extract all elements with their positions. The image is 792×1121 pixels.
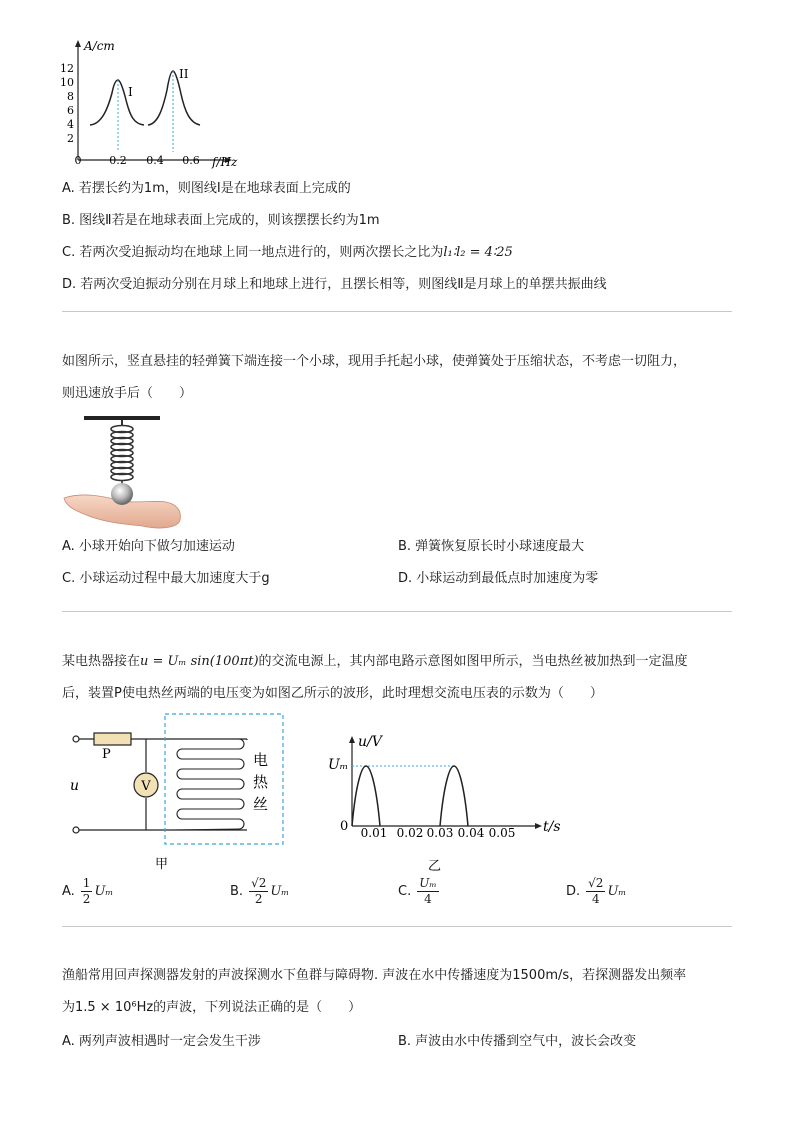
q2-option-b: B. 弹簧恢复原长时小球速度最大 [398,539,585,554]
q3-stem-formula: u = Uₘ sin(100πt) [140,654,259,669]
x-tick: 0.2 [109,154,127,167]
heater-label: 丝 [253,795,269,813]
x-axis-label: t/s [543,819,561,835]
voltage-waveform [326,732,576,872]
divider [62,311,732,312]
divider [62,611,732,612]
x-tick: 0.4 [146,154,164,167]
frac-den: 2 [254,891,263,906]
q3-stem-line2: 后，装置P使电热丝两端的电压变为如图乙所示的波形，此时理想交流电压表的示数为（ ） [62,686,603,701]
circuit-diagram [62,710,292,870]
q1-option-d: D. 若两次受迫振动分别在月球上和地球上进行，且摆长相等，则图线Ⅱ是月球上的单摆共振曲线 [62,277,607,292]
q4-option-a: A. 两列声波相遇时一定会发生干涉 [62,1034,261,1049]
um-symbol: Uₘ [94,883,114,899]
option-letter: A. [62,883,75,899]
frac-num: Uₘ [419,875,437,890]
spring-hand-figure [62,412,184,532]
um-label: Uₘ [328,757,349,773]
y-axis-label: u/V [358,734,382,750]
caption-yi: 乙 [428,859,442,872]
option-letter: C. [398,883,412,899]
q2-option-d: D. 小球运动到最低点时加速度为零 [398,571,599,586]
option-letter: B. [230,883,244,899]
resonance-curve-chart [60,38,250,170]
q3-stem-prefix: 某电热器接在 [62,654,141,669]
divider [62,926,732,927]
q3-option-a [62,873,113,909]
x-tick: 0.02 [396,826,424,840]
device-p [94,733,131,745]
frac-den: 4 [591,891,600,906]
x-tick: 0.03 [426,826,454,840]
q2-option-a: A. 小球开始向下做匀加速运动 [62,539,235,554]
q4-stem-line2: 为1.5 × 10⁶Hz的声波，下列说法正确的是（ ） [62,1000,362,1015]
heater-label: 电 [253,751,269,769]
x-tick: 0.6 [182,154,200,167]
curve-I-label: I [128,85,133,99]
origin-label: 0 [340,819,349,834]
x-tick: 0.05 [488,826,516,840]
frac-num: √2 [588,875,604,890]
um-symbol: Uₘ [270,883,290,899]
q3-option-c [398,873,439,909]
half-wave-1 [352,766,380,826]
q2-stem-line1: 如图所示，竖直悬挂的轻弹簧下端连接一个小球，现用手托起小球，使弹簧处于压缩状态，不考虑一切阻力， [62,354,687,369]
voltmeter-label: V [141,779,151,794]
um-symbol: Uₘ [607,883,627,899]
p-label: P [102,747,111,762]
y-tick: 10 [60,76,74,89]
frac-num: 1 [82,875,91,890]
x-tick: 0 [74,154,82,167]
q1-option-c-text: C. 若两次受迫振动均在地球上同一地点进行的，则两次摆长之比为 [62,245,444,260]
q1-option-a: A. 若摆长约为1m，则图线Ⅰ是在地球表面上完成的 [62,181,351,196]
curve-II-label: II [179,67,189,81]
q1-option-c-ratio: l₁∶l₂ = 4∶25 [443,245,513,260]
y-tick: 2 [67,132,74,145]
frac-den: 2 [82,891,91,906]
heating-wire [172,739,244,830]
curve-I [90,80,144,125]
y-axis-label: A/cm [84,39,115,53]
q1-option-c [62,244,513,262]
x-tick: 0.01 [360,826,388,840]
u-label: u [70,778,80,794]
q2-stem-line2: 则迅速放手后（ ） [62,386,193,401]
q3-option-d [566,873,626,909]
q3-stem-line1 [62,653,688,671]
frac-den: 4 [424,891,432,906]
q4-option-b: B. 声波由水中传播到空气中，波长会改变 [398,1034,637,1049]
q1-option-b: B. 图线Ⅱ若是在地球表面上完成的，则该摆摆长约为1m [62,213,380,228]
curve-II [148,71,200,125]
frac-num: √2 [251,875,267,890]
q2-option-c: C. 小球运动过程中最大加速度大于g [62,571,270,586]
q4-stem-line1: 渔船常用回声探测器发射的声波探测水下鱼群与障碍物. 声波在水中传播速度为1500m/s，若探测器发出频率 [62,968,687,983]
y-tick: 8 [67,90,74,103]
half-wave-2 [440,766,468,826]
y-tick: 4 [67,118,74,131]
y-tick: 12 [60,62,74,75]
y-tick: 6 [67,104,74,117]
caption-jia: 甲 [155,857,169,870]
x-tick: 0.04 [457,826,485,840]
q3-option-b [230,873,289,909]
heater-label: 热 [253,773,269,791]
q3-stem-suffix: 的交流电源上，其内部电路示意图如图甲所示，当电热丝被加热到一定温度 [258,654,688,669]
x-axis-label: f/Hz [212,155,238,169]
option-letter: D. [566,883,581,899]
